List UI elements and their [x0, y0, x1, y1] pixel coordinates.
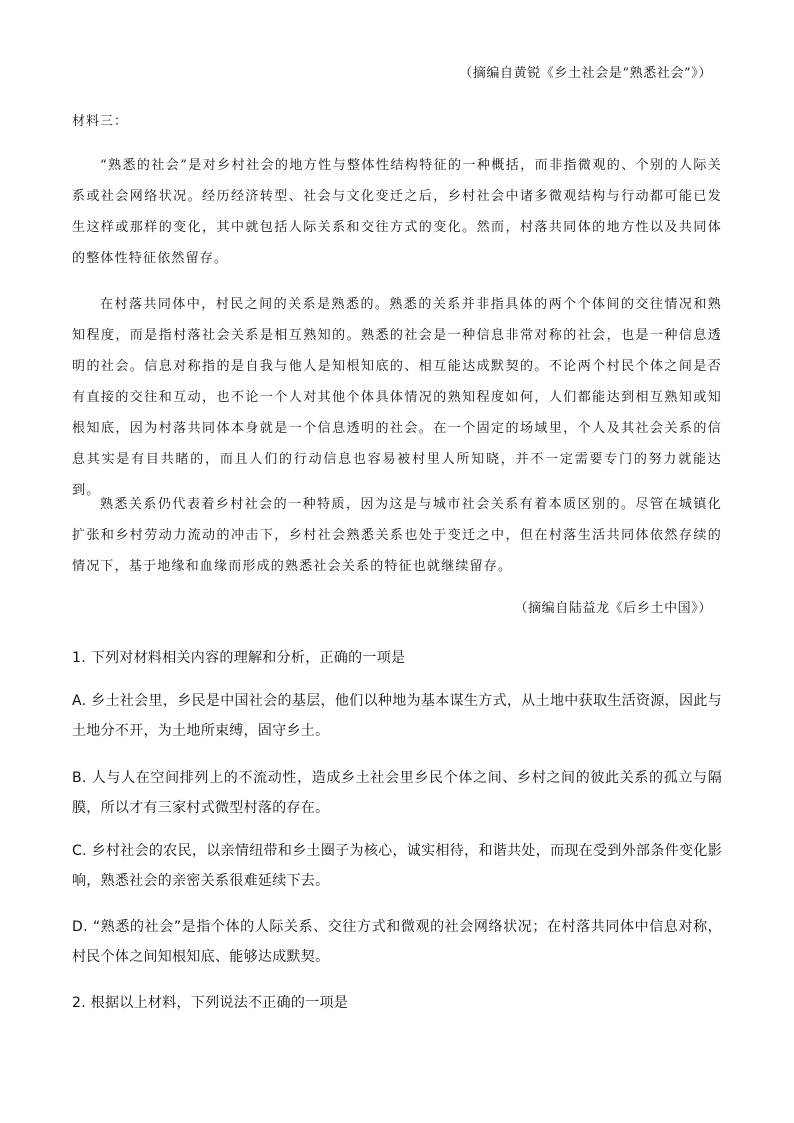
question-1-option-a: A. 乡土社会里，乡民是中国社会的基层，他们以种地为基本谋生方式，从土地中获取生活资源，因此与土地分不开，为土地所束缚，固守乡土。: [72, 693, 722, 739]
material3-source-citation: （摘编自陆益龙《后乡土中国》）: [514, 601, 712, 616]
question-1-stem: 1. 下列对材料相关内容的理解和分析，正确的一项是: [72, 650, 406, 666]
material3-paragraph-2: 在村落共同体中，村民之间的关系是熟悉的。熟悉的关系并非指具体的两个个体间的交往情况和熟知程度，而是指村落社会关系是相互熟知的。熟悉的社会是一种信息非常对称的社会，也是一种信息透明的社会。信息对称指的是自我与他人是知根知底的、相互能达成默契的。不论两个村民个体之间是否有直接的交往和互动，也不论一个人对其他个体具体情况的熟知程度如何，人们都能达到相互熟知或知根知底，因为村落共同体本身就是一个信息透明的社会。在一个固定的场域里，个人及其社会关系的信息其实是有目共睹的，而且人们的行动信息也容易被村里人所知晓，并不一定需要专门的努力就能达到。: [72, 297, 722, 498]
question-2-stem: 2. 根据以上材料，下列说法不正确的一项是: [72, 995, 349, 1011]
question-1-option-c: C. 乡村社会的农民，以亲情纽带和乡土圈子为核心，诚实相待，和谐共处，而现在受到外部条件变化影响，熟悉社会的亲密关系很难延续下去。: [72, 843, 722, 889]
material3-heading: 材料三：: [72, 114, 129, 129]
question-1-option-b: B. 人与人在空间排列上的不流动性，造成乡土社会里乡民个体之间、乡村之间的彼此关系的孤立与隔膜，所以才有三家村式微型村落的存在。: [72, 770, 722, 816]
material3-paragraph-3: 熟悉关系仍代表着乡村社会的一种特质，因为这是与城市社会关系有着本质区别的。尽管在城镇化扩张和乡村劳动力流动的冲击下，乡村社会熟悉关系也处于变迁之中，但在村落生活共同体依然存续的情况下，基于地缘和血缘而形成的熟悉社会关系的特征也就继续留存。: [72, 497, 722, 574]
question-1-option-d: D. “熟悉的社会”是指个体的人际关系、交往方式和微观的社会网络状况；在村落共同体中信息对称，村民个体之间知根知底、能够达成默契。: [72, 919, 722, 965]
material3-paragraph-1: “熟悉的社会”是对乡村社会的地方性与整体性结构特征的一种概括，而非指微观的、个别的人际关系或社会网络状况。经历经济转型、社会与文化变迁之后，乡村社会中诸多微观结构与行动都可能已发生这样或那样的变化，其中就包括人际关系和交往方式的变化。然而，村落共同体的地方性以及共同体的整体性特征依然留存。: [72, 158, 722, 266]
material2-source-citation: （摘编自黄锐《乡土社会是“熟悉社会”》）: [459, 66, 712, 81]
